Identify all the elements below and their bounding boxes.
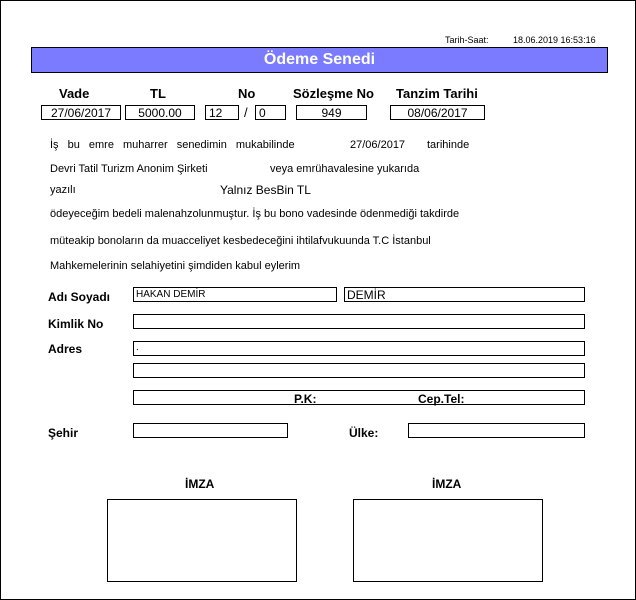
body-line1-end: tarihinde xyxy=(427,139,470,151)
no-part1-value[interactable]: 12 xyxy=(205,105,239,120)
signature-right-box[interactable] xyxy=(353,499,543,582)
mobile-phone-label: Cep.Tel: xyxy=(418,392,465,406)
city-field[interactable] xyxy=(133,423,288,438)
tanzim-tarihi-value[interactable]: 08/06/2017 xyxy=(390,105,485,120)
document-title: Ödeme Senedi xyxy=(31,47,608,73)
header-no: No xyxy=(238,86,256,101)
header-tl: TL xyxy=(150,86,166,101)
body-line1-text: İş bu emre muharrer senedimin mukabilinde xyxy=(50,139,295,151)
amount-in-words: Yalnız BesBin TL xyxy=(220,183,311,197)
address-label: Adres xyxy=(48,342,83,356)
header-vade: Vade xyxy=(59,86,90,101)
signature-left-box[interactable] xyxy=(107,499,297,582)
surname-field[interactable]: DEMİR xyxy=(344,287,585,302)
body-line2-company: Devri Tatil Turizm Anonim Şirketi xyxy=(50,163,208,175)
body-line3-text: yazılı xyxy=(50,184,76,196)
country-field[interactable] xyxy=(408,423,585,438)
no-part2-value[interactable]: 0 xyxy=(255,105,286,120)
name-field[interactable]: HAKAN DEMİR xyxy=(133,287,337,302)
body-line4: ödeyeceğim bedeli malenahzolunmuştur. İş bu bono vadesinde ödenmediği takdirde xyxy=(50,208,460,220)
id-label: Kimlik No xyxy=(48,317,104,331)
city-label: Şehir xyxy=(48,426,79,440)
name-label: Adı Soyadı xyxy=(48,290,111,304)
sozlesme-no-value[interactable]: 949 xyxy=(296,105,367,120)
tl-value[interactable]: 5000.00 xyxy=(125,105,195,120)
signature-right-label: İMZA xyxy=(432,477,462,491)
postal-phone-field[interactable] xyxy=(133,390,585,405)
body-line6: Mahkemelerinin selahiyetini şimdiden kabul eylerim xyxy=(50,260,301,272)
country-label: Ülke: xyxy=(349,426,379,440)
vade-value[interactable]: 27/06/2017 xyxy=(41,105,121,120)
id-field[interactable] xyxy=(133,314,585,329)
body-line5: müteakip bonoların da muacceliyet kesbedeceğini ihtilafvukuunda T.C İstanbul xyxy=(50,235,431,247)
header-tanzim-tarihi: Tanzim Tarihi xyxy=(396,86,478,101)
no-separator: / xyxy=(244,105,248,120)
timestamp-value: 18.06.2019 16:53:16 xyxy=(513,35,596,45)
address-line2-field[interactable] xyxy=(133,363,585,378)
postal-code-label: P.K: xyxy=(294,392,317,406)
timestamp-label: Tarih-Saat: xyxy=(445,35,489,45)
signature-left-label: İMZA xyxy=(185,477,215,491)
address-line1-field[interactable]: . xyxy=(133,341,585,356)
header-sozlesme-no: Sözleşme No xyxy=(293,86,374,101)
body-line2-end: veya emrühavalesine yukarıda xyxy=(270,163,420,175)
body-line1-date: 27/06/2017 xyxy=(350,139,406,151)
